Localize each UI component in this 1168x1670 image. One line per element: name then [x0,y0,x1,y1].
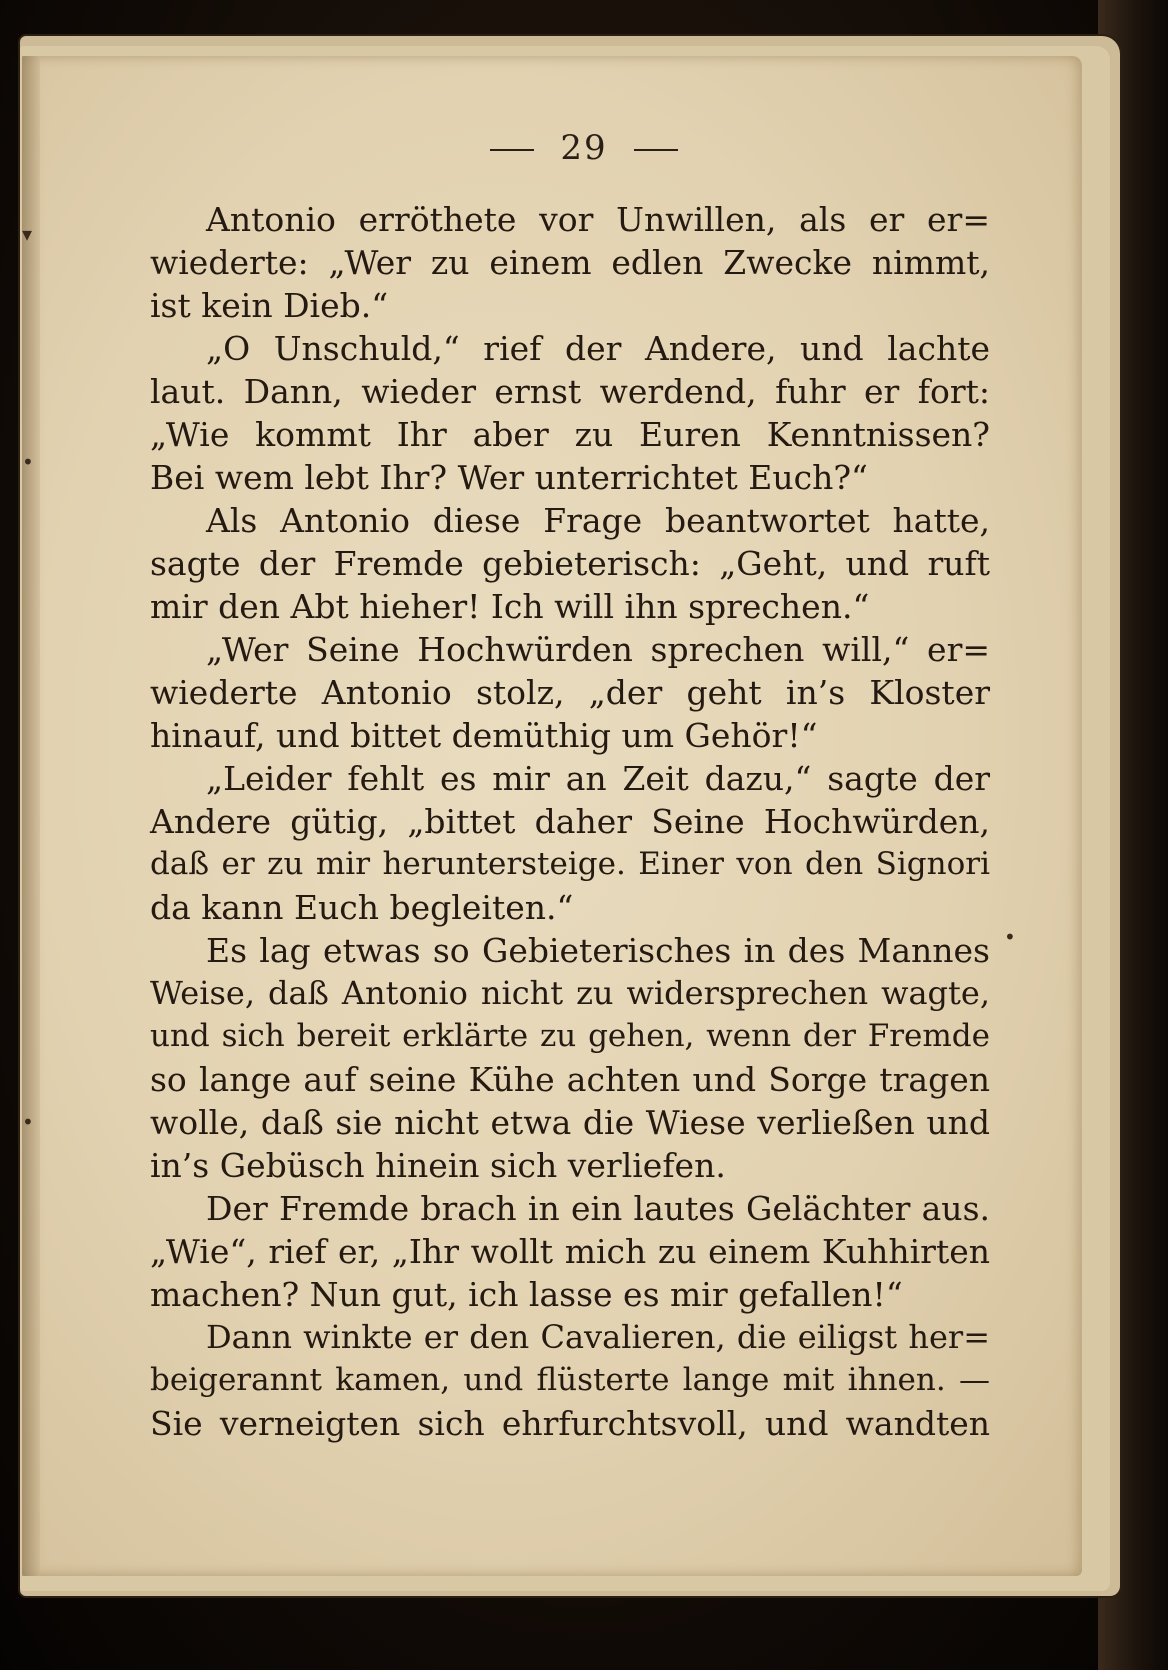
text-line: Dann winkte er den Cavalieren, die eiligst her= [206,1318,990,1356]
text-line: machen? Nun gut, ich lasse es mir gefallen!“ [150,1275,903,1314]
text-line: wiederte Antonio stolz, „der geht in’s Kloster [150,673,990,712]
text-line: Sie verneigten sich ehrfurchtsvoll, und wandten [150,1404,990,1443]
text-line: sagte der Fremde gebieterisch: „Geht, und ruft [150,544,990,583]
text-line: beigerannt kamen, und flüsterte lange mit ihnen. — [150,1362,990,1398]
text-line: in’s Gebüsch hinein sich verliefen. [150,1146,726,1185]
page-number-header [0,128,1168,168]
page-number: 29 [560,128,608,168]
binding-thread-mark: ▾ [22,222,33,246]
text-line: „Leider fehlt es mir an Zeit dazu,“ sagte der [206,759,990,798]
text-line: wiederte: „Wer zu einem edlen Zwecke nimmt, [150,243,990,282]
text-line: Weise, daß Antonio nicht zu widersprechen wagte, [150,974,990,1012]
text-line: Andere gütig, „bittet daher Seine Hochwürden, [150,802,990,841]
text-line: „O Unschuld,“ rief der Andere, und lachte [206,329,990,368]
binding-thread-mark: • [22,450,34,474]
text-line: ist kein Dieb.“ [150,286,389,325]
text-line: daß er zu mir heruntersteige. Einer von den Signori [150,846,990,882]
text-line: so lange auf seine Kühe achten und Sorge tragen [150,1060,990,1099]
text-line: Bei wem lebt Ihr? Wer unterrichtet Euch?“ [150,458,868,497]
text-line: hinauf, und bittet demüthig um Gehör!“ [150,716,818,755]
text-line: wolle, daß sie nicht etwa die Wiese verließen und [150,1103,990,1142]
body-text [150,198,990,1445]
text-line: Antonio erröthete vor Unwillen, als er er= [206,200,990,239]
page-gutter [22,56,40,1576]
text-line: mir den Abt hieher! Ich will ihn sprechen.“ [150,587,870,626]
paper-blemish-mark: • [1004,925,1016,949]
text-line: laut. Dann, wieder ernst werdend, fuhr er fort: [150,372,990,411]
header-dash-right [634,149,678,151]
binding-thread-mark: • [22,1110,34,1134]
text-line: Es lag etwas so Gebieterisches in des Mannes [206,931,990,970]
text-line: da kann Euch begleiten.“ [150,888,574,927]
text-line: Als Antonio diese Frage beantwortet hatte, [206,501,990,540]
text-line: „Wer Seine Hochwürden sprechen will,“ er= [206,630,990,669]
header-dash-left [490,149,534,151]
text-line: „Wie“, rief er, „Ihr wollt mich zu einem Kuhhirten [150,1232,990,1271]
text-line: und sich bereit erklärte zu gehen, wenn der Fremde [150,1018,990,1054]
text-line: „Wie kommt Ihr aber zu Euren Kenntnissen? [150,415,990,454]
text-line: Der Fremde brach in ein lautes Gelächter aus. [206,1189,990,1228]
